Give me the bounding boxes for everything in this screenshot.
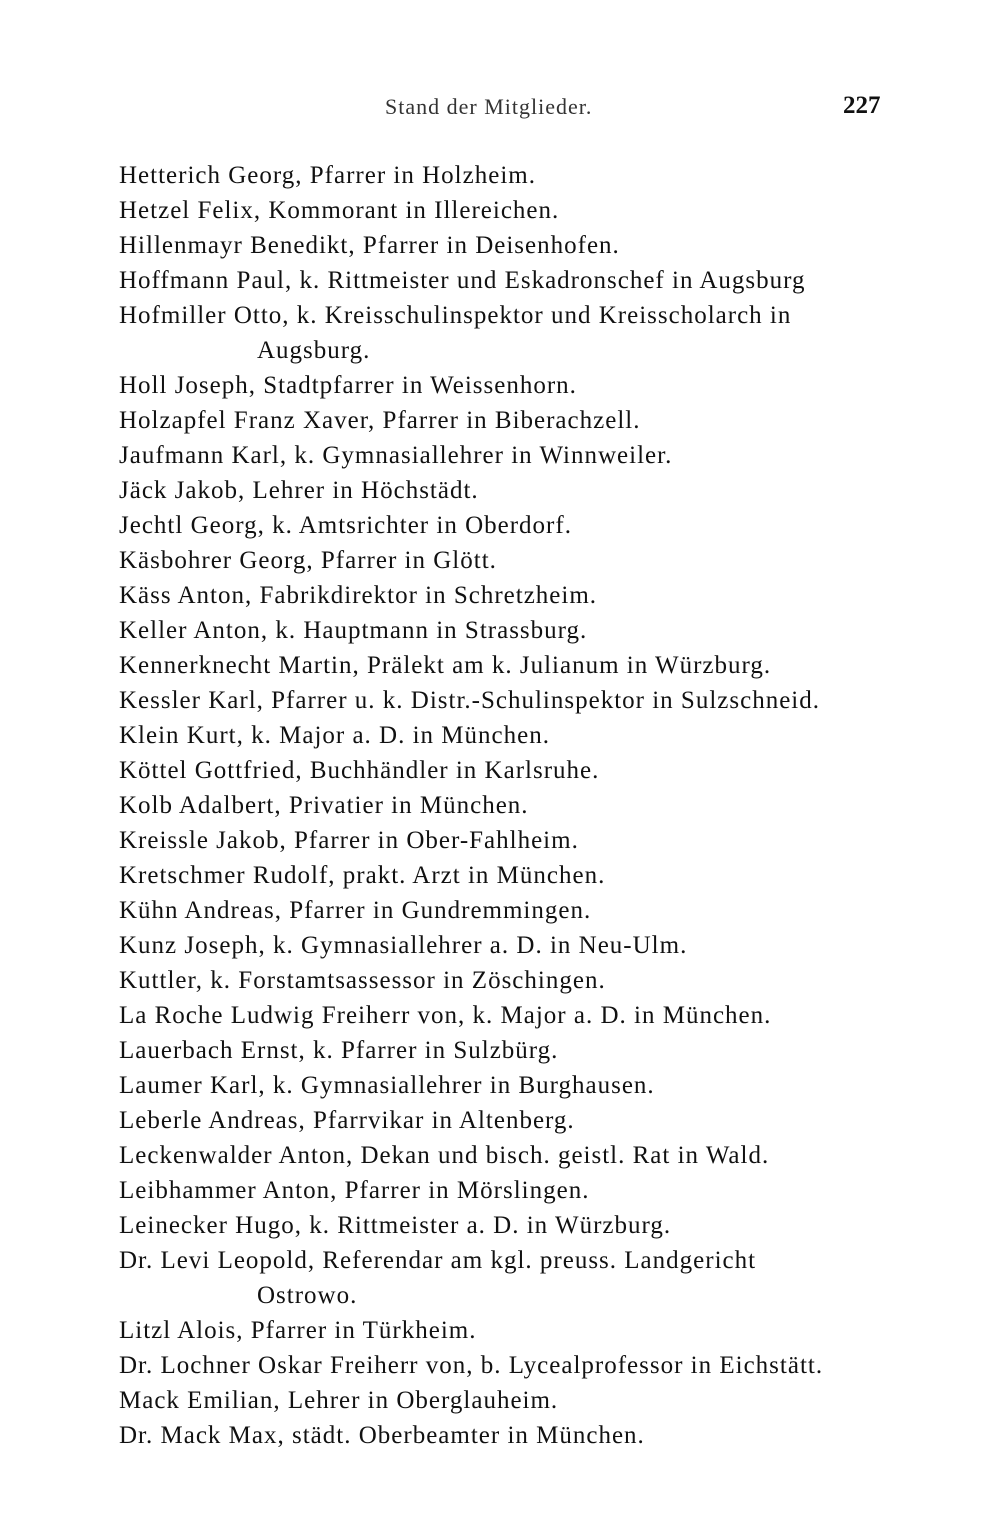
member-entry: Hetterich Georg, Pfarrer in Holzheim. (119, 162, 536, 189)
member-entry: Hillenmayr Benedikt, Pfarrer in Deisenhofen. (119, 232, 620, 259)
member-entry: Jechtl Georg, k. Amtsrichter in Oberdorf. (119, 512, 572, 539)
member-entry: Kunz Joseph, k. Gymnasiallehrer a. D. in Neu-Ulm. (119, 932, 688, 959)
member-entry: Hofmiller Otto, k. Kreisschulinspektor und Kreisscholarch in (119, 302, 792, 329)
member-entry: Jaufmann Karl, k. Gymnasiallehrer in Winnweiler. (119, 442, 673, 469)
page-number: 227 (843, 92, 881, 119)
member-entry: Kolb Adalbert, Privatier in München. (119, 792, 529, 819)
member-entry: Klein Kurt, k. Major a. D. in München. (119, 722, 550, 749)
member-entry: Kessler Karl, Pfarrer u. k. Distr.-Schulinspektor in Sulzschneid. (119, 687, 820, 714)
member-entry: Dr. Levi Leopold, Referendar am kgl. preuss. Landgericht (119, 1247, 757, 1274)
member-entry: Litzl Alois, Pfarrer in Türkheim. (119, 1317, 477, 1344)
member-entry: Leberle Andreas, Pfarrvikar in Altenberg. (119, 1107, 575, 1134)
member-entry: Holzapfel Franz Xaver, Pfarrer in Biberachzell. (119, 407, 641, 434)
member-entry: Kühn Andreas, Pfarrer in Gundremmingen. (119, 897, 592, 924)
member-entry: Leinecker Hugo, k. Rittmeister a. D. in Würzburg. (119, 1212, 672, 1239)
member-entry-continuation: Augsburg. (257, 337, 371, 364)
member-entry: Lauerbach Ernst, k. Pfarrer in Sulzbürg. (119, 1037, 559, 1064)
member-list (119, 158, 909, 1453)
member-entry: Käss Anton, Fabrikdirektor in Schretzheim. (119, 582, 598, 609)
member-entry-continuation: Ostrowo. (257, 1282, 358, 1309)
member-entry: Kreissle Jakob, Pfarrer in Ober-Fahlheim. (119, 827, 579, 854)
member-entry: Leibhammer Anton, Pfarrer in Mörslingen. (119, 1177, 590, 1204)
member-entry: Dr. Lochner Oskar Freiherr von, b. Lycealprofessor in Eichstätt. (119, 1352, 824, 1379)
member-entry: Laumer Karl, k. Gymnasiallehrer in Burghausen. (119, 1072, 655, 1099)
member-entry: Köttel Gottfried, Buchhändler in Karlsruhe. (119, 757, 600, 784)
member-entry: Käsbohrer Georg, Pfarrer in Glött. (119, 547, 497, 574)
member-entry: La Roche Ludwig Freiherr von, k. Major a. D. in München. (119, 1002, 772, 1029)
member-entry: Kuttler, k. Forstamtsassessor in Zöschingen. (119, 967, 606, 994)
member-entry: Dr. Mack Max, städt. Oberbeamter in München. (119, 1422, 645, 1449)
running-title: Stand der Mitglieder. (385, 94, 593, 119)
member-entry: Leckenwalder Anton, Dekan und bisch. geistl. Rat in Wald. (119, 1142, 770, 1169)
member-entry: Kennerknecht Martin, Prälekt am k. Julianum in Würzburg. (119, 652, 772, 679)
member-entry: Jäck Jakob, Lehrer in Höchstädt. (119, 477, 479, 504)
member-entry: Holl Joseph, Stadtpfarrer in Weissenhorn. (119, 372, 577, 399)
member-entry: Keller Anton, k. Hauptmann in Strassburg. (119, 617, 588, 644)
member-entry: Mack Emilian, Lehrer in Oberglauheim. (119, 1387, 559, 1414)
member-entry: Hoffmann Paul, k. Rittmeister und Eskadronschef in Augsburg (119, 267, 806, 294)
member-entry: Hetzel Felix, Kommorant in Illereichen. (119, 197, 560, 224)
member-entry: Kretschmer Rudolf, prakt. Arzt in München. (119, 862, 606, 889)
